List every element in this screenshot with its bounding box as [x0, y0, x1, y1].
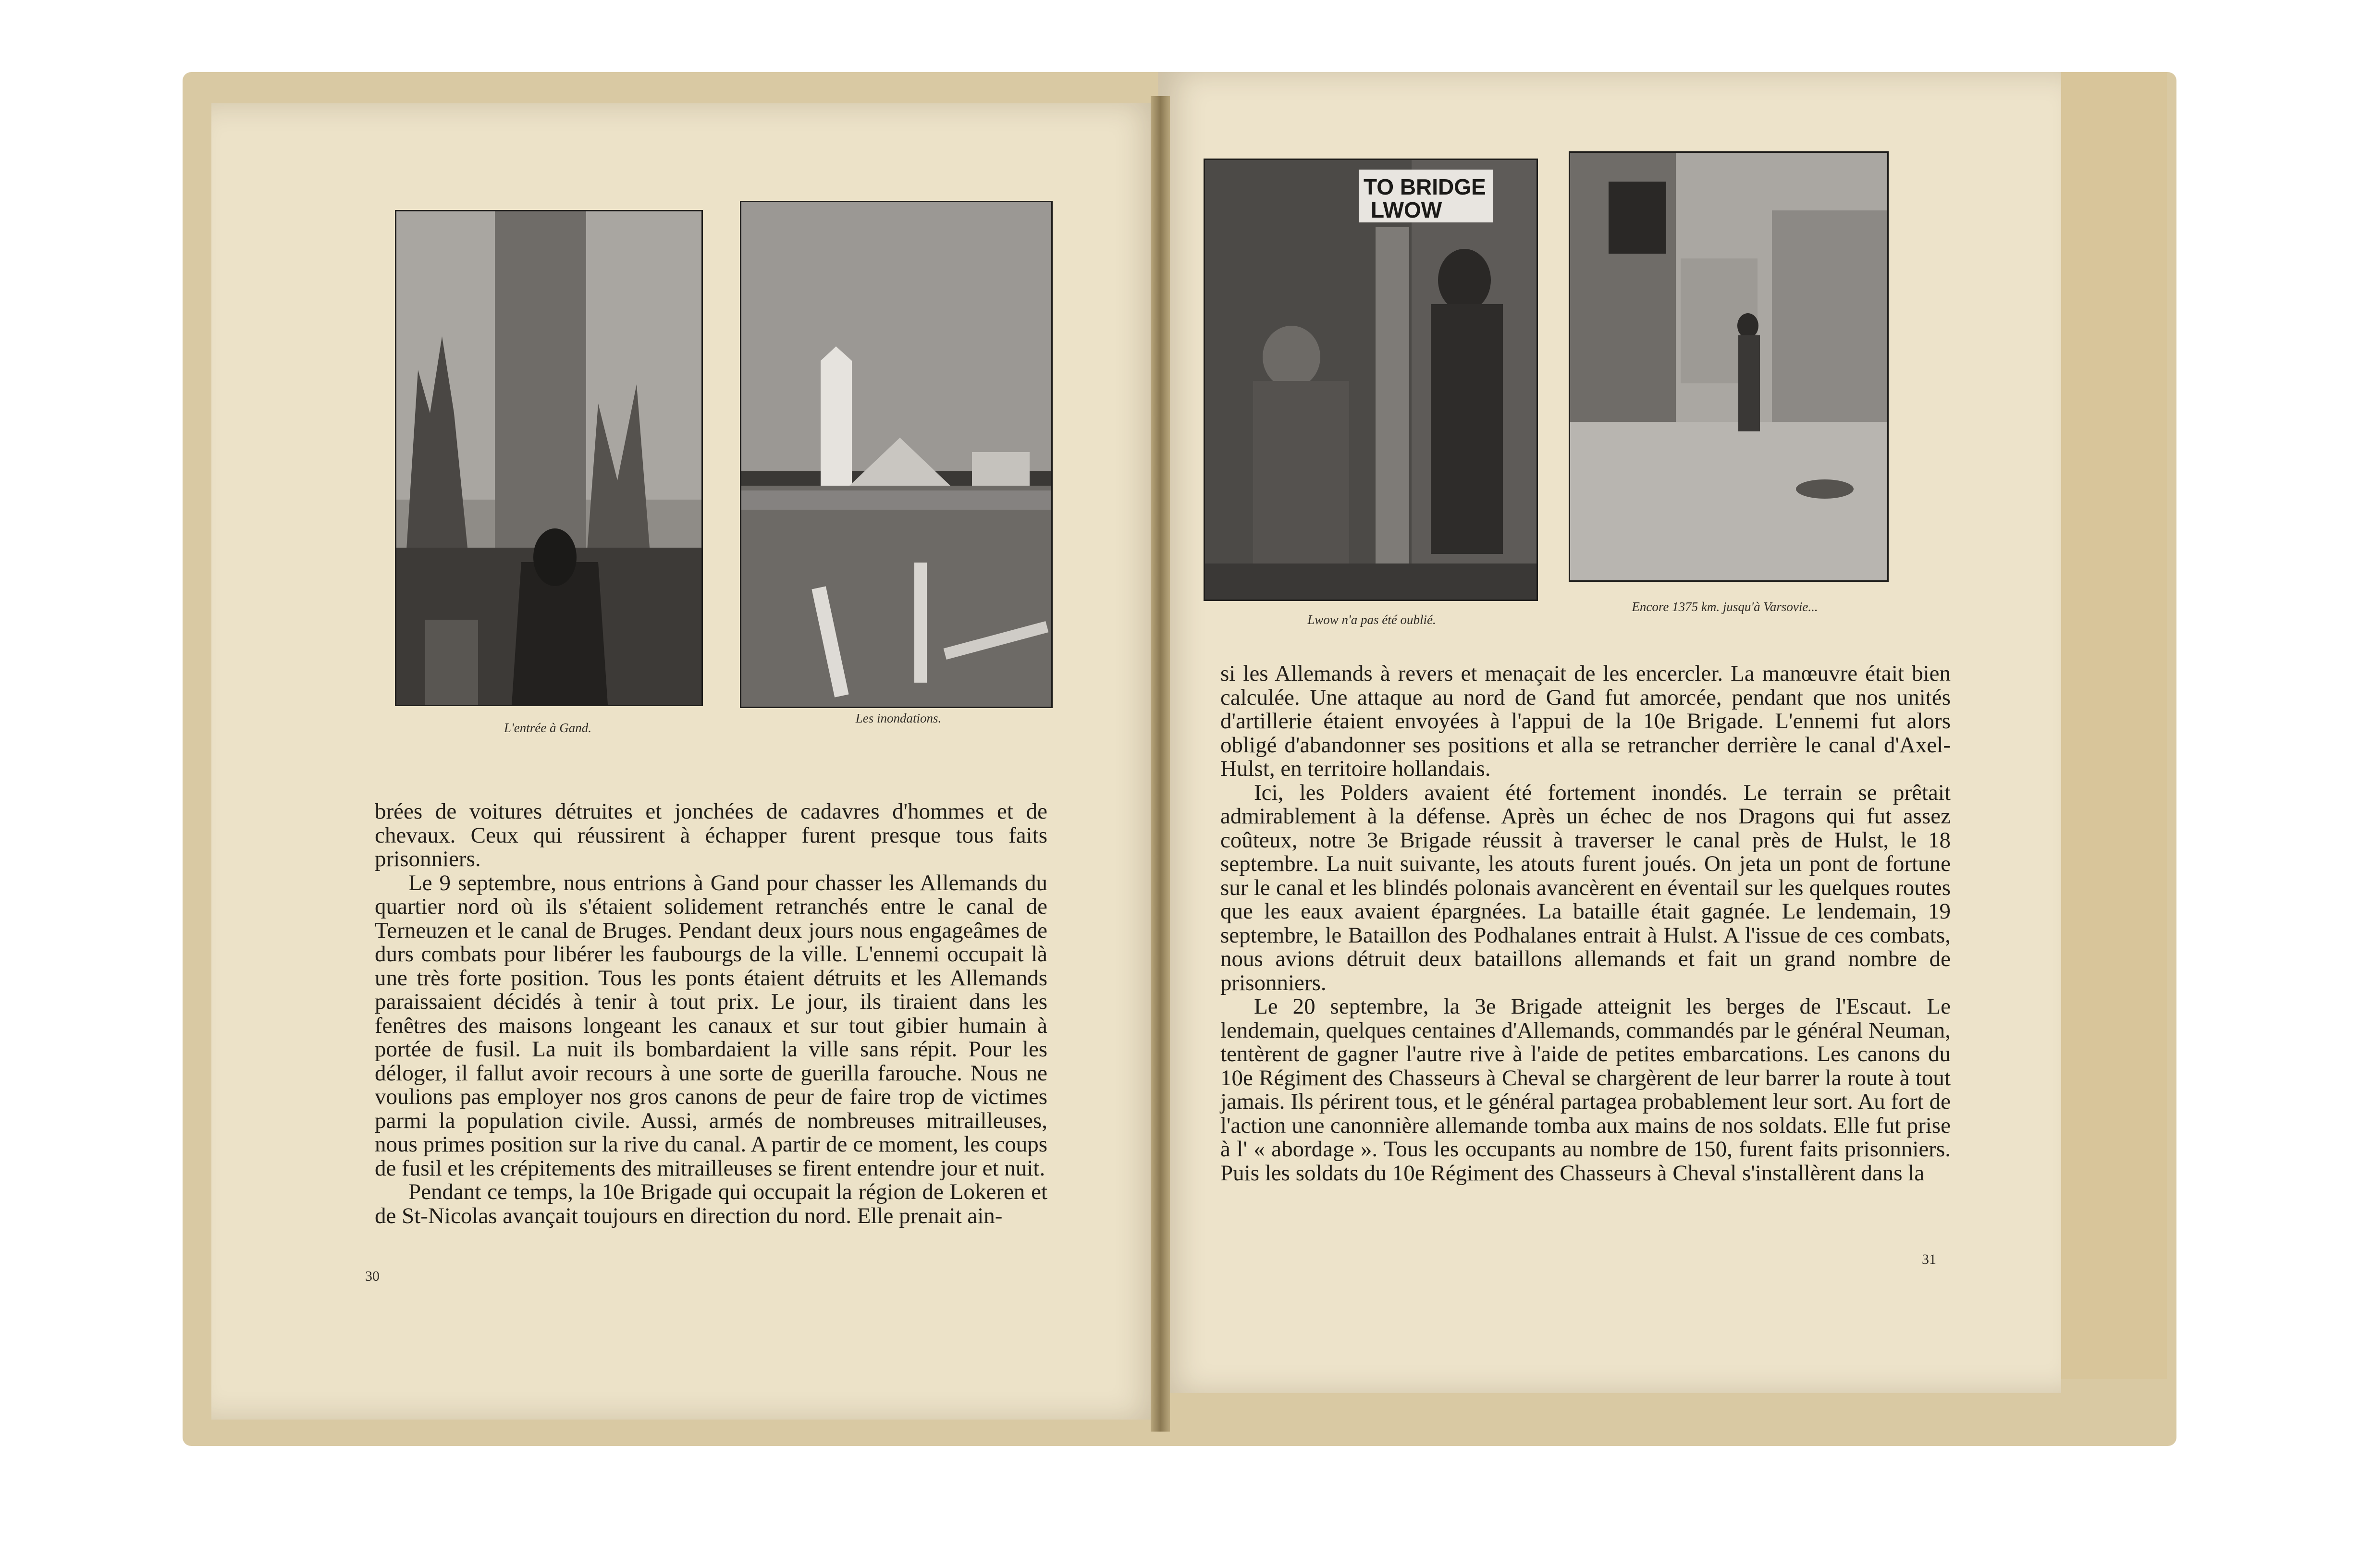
caption-warsaw: Encore 1375 km. jusqu'à Varsovie... — [1632, 600, 1818, 614]
photo-lwow-sign — [1204, 159, 1538, 601]
caption-flooding: Les inondations. — [855, 711, 942, 725]
right-paragraph-3: Le 20 septembre, la 3e Brigade atteignit les berges de l'Escaut. Le lendemain, quelques centaines d'Allemands, commandés par le général Neuman, tentèrent de gagner l'autre rive à l'aide de petites embarcations. Les canons du 10e Régiment des Chasseurs à Cheval se chargèrent de leur barrer la route à tout jamais. Ils périrent tous, et le général partagea probablement leur sort. Au fort de l'action une canonnière allemande tomba aux mains de nos soldats. Elle fut prise à l' « abordage ». Tous les occupants au nombre de 150, furent faits prisonniers. Puis les soldats du 10e Régiment des Chasseurs à Cheval s'installèrent dans la — [1220, 994, 1951, 1186]
page-number-left: 30 — [365, 1268, 380, 1284]
left-paragraph-3: Pendant ce temps, la 10e Brigade qui occupait la région de Lokeren et de St-Nicolas avançait toujours en direction du nord. Elle prenait ain- — [375, 1179, 1047, 1228]
left-paragraph-2: Le 9 septembre, nous entrions à Gand pour chasser les Allemands du quartier nord où ils s'étaient solidement retranchés entre le canal de Terneuzen et le canal de Bruges. Pendant deux jours nous engageâmes de durs combats pour libérer les faubourgs de la ville. L'ennemi occupait là une très forte position. Tous les ponts étaient détruits et les Allemands paraissaient décidés à tenir à tout prix. Le jour, ils tiraient dans les fenêtres des maisons longeant les canaux et sur tout gibier humain à portée de fusil. La nuit ils bombardaient la ville sans répit. Pour les déloger, il fallut avoir recours à une sorte de guerilla farouche. Nous ne voulions pas employer nos gros canons de peur de faire trop de victimes parmi la population civile. Aussi, armés de nombreuses mitrailleuses, nous primes position sur la rive du canal. A partir de ce moment, les coups de fusil et les crépitements des mitrailleuses se firent entendre jour et nuit. — [375, 870, 1047, 1181]
right-page-text — [1220, 662, 1951, 1185]
left-paragraph-1: brées de voitures détruites et jonchées de cadavres d'hommes et de chevaux. Ceux qui réussirent à échapper furent presque tous faits prisonniers. — [375, 799, 1047, 871]
sign-text-line2: LWOW — [1371, 197, 1442, 222]
sign-text-line1: TO BRIDGE — [1364, 174, 1486, 199]
right-paragraph-2: Ici, les Polders avaient été fortement inondés. Le terrain se prêtait admirablement à la défense. Après un échec de nos Dragons qui fut assez coûteux, notre 3e Brigade réussit à traverser le canal près de Hulst, le 18 septembre. La nuit suivante, les atouts furent joués. On jeta un pont de fortune sur le canal et les blindés polonais avancèrent en éventail sur les quelques routes que les eaux avaient épargnées. La bataille était gagnée. Le lendemain, 19 septembre, le Bataillon des Podhalanes entrait à Hulst. A l'issue de ces combats, nous avions détruit deux bataillons allemands et fait un grand nombre de prisonniers. — [1220, 780, 1951, 995]
left-page-text — [375, 800, 1047, 1228]
photo-warsaw-street — [1569, 151, 1889, 582]
photo-flooding — [740, 201, 1053, 708]
book-gutter — [1151, 96, 1170, 1432]
caption-lwow: Lwow n'a pas été oublié. — [1307, 612, 1436, 627]
photo-ghent-entrance — [395, 210, 703, 706]
right-paragraph-1: si les Allemands à revers et menaçait de les encercler. La manœuvre était bien calculée. Une attaque au nord de Gand fut amorcée, pendant que nos unités d'artillerie étaient envoyées à l'appui de la 10e Brigade. L'ennemi fut alors obligé d'abandonner ses positions et alla se retrancher derrière le canal d'Axel-Hulst, en territoire hollandais. — [1220, 661, 1951, 781]
page-number-right: 31 — [1922, 1251, 1936, 1267]
caption-ghent-entrance: L'entrée à Gand. — [504, 721, 591, 735]
